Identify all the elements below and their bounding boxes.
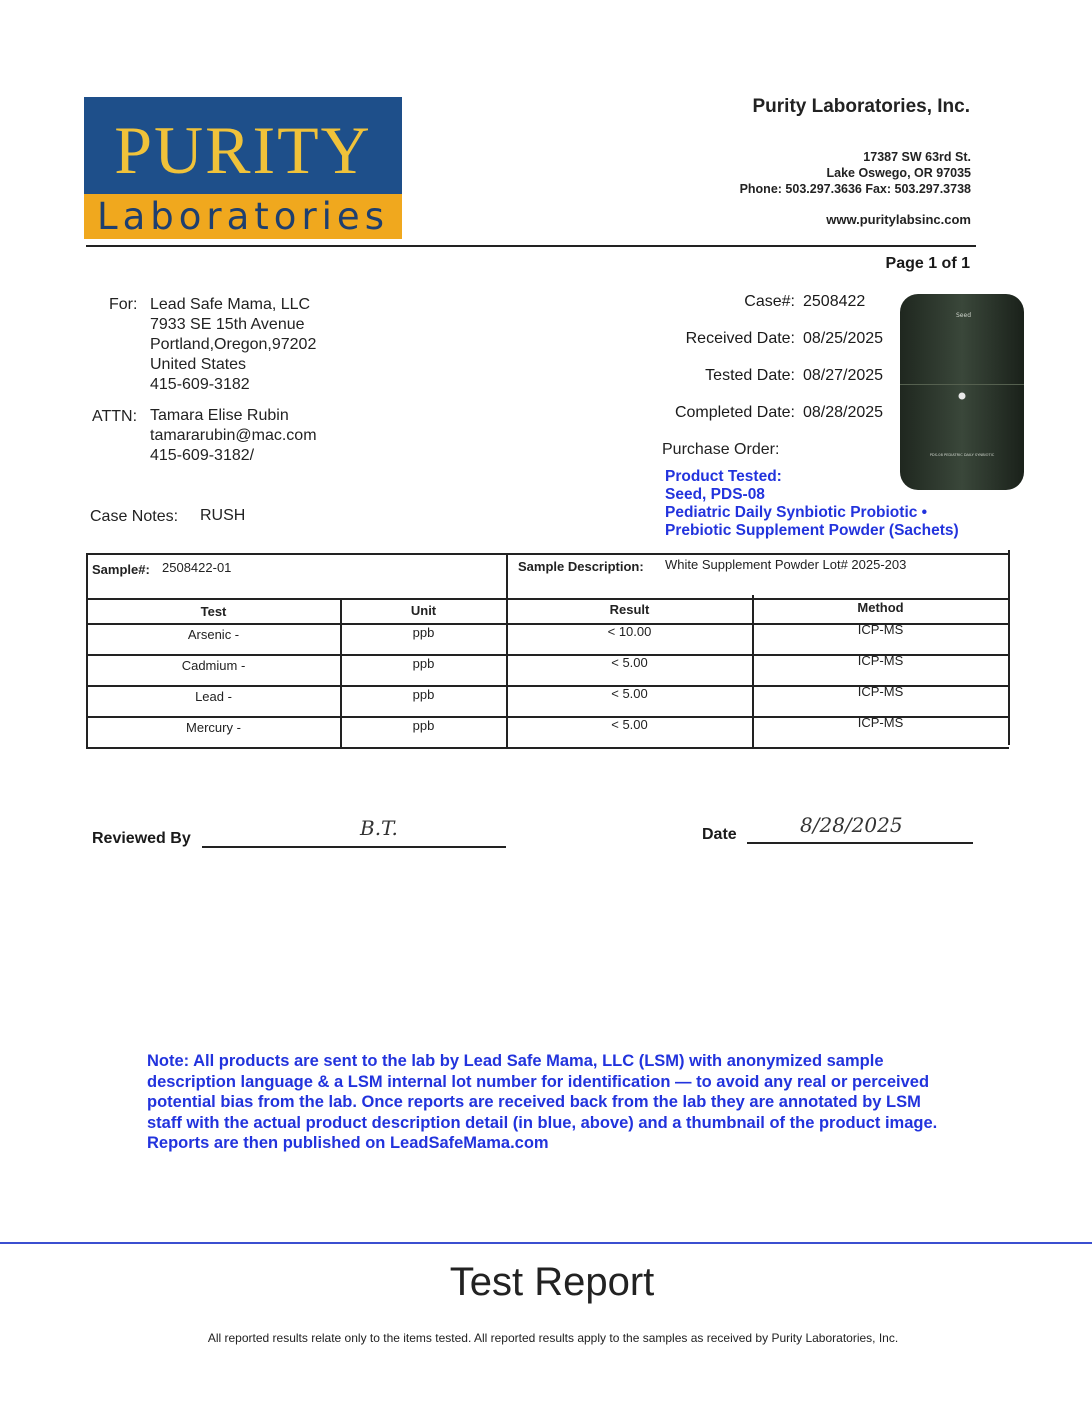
cell-unit: ppb — [412, 718, 435, 733]
purity-logo — [84, 97, 402, 239]
cell-test: Arsenic - — [187, 627, 240, 642]
attn-label: ATTN: — [92, 408, 138, 425]
product-line: Prebiotic Supplement Powder (Sachets) — [665, 522, 959, 539]
header-method: Method — [857, 600, 904, 615]
for-label: For: — [109, 296, 138, 313]
received-label: Received Date: — [685, 330, 795, 347]
header-test: Test — [200, 604, 227, 619]
attn-line: Tamara Elise Rubin — [150, 407, 289, 424]
tested-value: 08/27/2025 — [803, 367, 884, 384]
tested-label: Tested Date: — [705, 367, 795, 384]
lab-city: Lake Oswego, OR 97035 — [826, 166, 971, 180]
completed-value: 08/28/2025 — [803, 404, 884, 421]
po-label: Purchase Order: — [662, 441, 780, 458]
cell-test: Mercury - — [186, 720, 241, 735]
cell-unit: ppb — [412, 625, 435, 640]
lsm-note: Note: All products are sent to the lab by Lead Safe Mama, LLC (LSM) with anonymized sample description language & a LSM internal lot number for identification — to avoid any real or perceived potential bias from the lab. Once reports are received back from the lab they are annotated by LSM staff with the actual product description detail (in blue, above) and a thumbnail of the product image. Reports are then published on LeadSafeMama.com — [147, 1052, 938, 1152]
product-line: Product Tested: — [665, 468, 782, 485]
sample-desc-label: Sample Description: — [518, 559, 644, 574]
product-brand: Seed — [956, 312, 971, 319]
lab-name: Purity Laboratories, Inc. — [752, 96, 970, 117]
for-line: 7933 SE 15th Avenue — [150, 316, 305, 333]
cell-test: Cadmium - — [181, 658, 246, 673]
product-line: Pediatric Daily Synbiotic Probiotic • — [665, 504, 928, 521]
case-notes-label: Case Notes: — [90, 508, 179, 525]
reviewed-signature: B.T. — [360, 816, 398, 840]
date-line — [747, 842, 973, 844]
for-line: Portland,Oregon,97202 — [150, 336, 317, 353]
product-tag: PDS-08 PEDIATRIC DAILY SYNBIOTIC — [929, 453, 995, 457]
product-thumbnail — [898, 290, 1026, 492]
cell-result: < 5.00 — [611, 717, 648, 732]
logo-sub: Laboratories — [97, 195, 389, 238]
cell-unit: ppb — [412, 687, 435, 702]
report-title: Test Report — [449, 1260, 655, 1304]
cell-method: ICP-MS — [857, 653, 904, 668]
footer-disclaimer: All reported results relate only to the items tested. All reported results apply to the samples as received by Purity Laboratories, Inc. — [207, 1331, 899, 1345]
table-border — [86, 553, 1009, 555]
reviewed-line — [202, 846, 506, 848]
logo-word: PURITY — [114, 112, 372, 188]
date-label: Date — [702, 826, 737, 843]
page-number: Page 1 of 1 — [885, 255, 970, 272]
lab-website[interactable]: www.puritylabsinc.com — [826, 212, 971, 227]
sample-desc-value: White Supplement Powder Lot# 2025-203 — [665, 557, 907, 572]
sample-num-value: 2508422-01 — [162, 560, 232, 575]
table-border — [86, 747, 1009, 749]
for-line: 415-609-3182 — [150, 376, 250, 393]
header-unit: Unit — [410, 603, 437, 618]
cell-result: < 10.00 — [607, 624, 652, 639]
cell-result: < 5.00 — [611, 655, 648, 670]
cell-unit: ppb — [412, 656, 435, 671]
attn-line: 415-609-3182/ — [150, 447, 255, 464]
for-line: Lead Safe Mama, LLC — [150, 296, 311, 313]
product-line: Seed, PDS-08 — [665, 486, 765, 503]
cell-method: ICP-MS — [857, 622, 904, 637]
header-result: Result — [609, 602, 650, 617]
footer-rule — [0, 1242, 1092, 1244]
lab-phone: Phone: 503.297.3636 Fax: 503.297.3738 — [739, 182, 971, 196]
lab-street: 17387 SW 63rd St. — [863, 150, 971, 164]
cell-test: Lead - — [195, 689, 232, 704]
for-line: United States — [150, 356, 247, 373]
cell-result: < 5.00 — [611, 686, 648, 701]
received-value: 08/25/2025 — [803, 330, 884, 347]
reviewed-label: Reviewed By — [92, 830, 191, 847]
cell-method: ICP-MS — [857, 715, 904, 730]
completed-label: Completed Date: — [674, 404, 795, 421]
sample-num-label: Sample#: — [92, 562, 150, 577]
case-notes-value: RUSH — [200, 507, 246, 524]
case-value: 2508422 — [803, 293, 866, 310]
date-signature: 8/28/2025 — [800, 813, 903, 837]
case-label: Case#: — [744, 293, 795, 310]
header-rule — [86, 245, 976, 247]
attn-line: tamararubin@mac.com — [150, 427, 317, 444]
cell-method: ICP-MS — [857, 684, 904, 699]
